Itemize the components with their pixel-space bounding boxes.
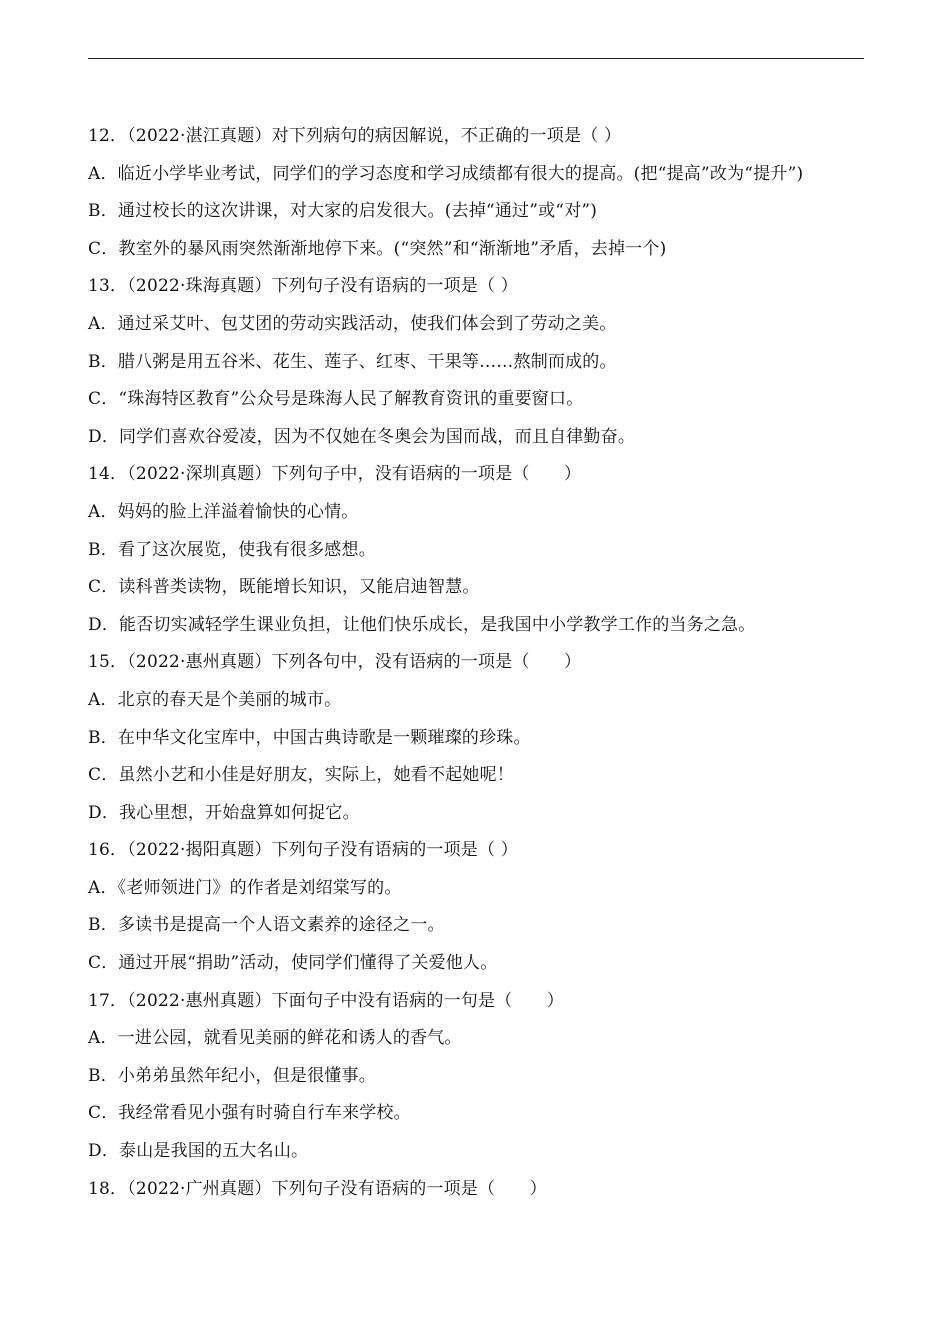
question-list bbox=[88, 118, 878, 1208]
question-13-option-b: B．腊八粥是用五谷米、花生、莲子、红枣、干果等……熬制而成的。 bbox=[88, 351, 617, 372]
question-14-option-d: D．能否切实减轻学生课业负担，让他们快乐成长，是我国中小学教学工作的当务之急。 bbox=[88, 614, 756, 635]
question-12-option-b: B．通过校长的这次讲课，对大家的启发很大。(去掉“通过”或“对”) bbox=[88, 201, 598, 222]
question-16-option-a: A．《老师领进门》的作者是刘绍棠写的。 bbox=[88, 877, 402, 898]
question-13-option-c: C．“珠海特区教育”公众号是珠海人民了解教育资讯的重要窗口。 bbox=[88, 389, 584, 410]
question-16-stem: 16．（2022·揭阳真题）下列句子没有语病的一项是（ ） bbox=[88, 840, 519, 861]
question-14-option-b: B．看了这次展览，使我有很多感想。 bbox=[88, 539, 376, 560]
question-15-option-a: A．北京的春天是个美丽的城市。 bbox=[88, 689, 342, 710]
question-13-option-a: A．通过采艾叶、包艾团的劳动实践活动，使我们体会到了劳动之美。 bbox=[88, 313, 617, 334]
question-12-option-a: A．临近小学毕业考试，同学们的学习态度和学习成绩都有很大的提高。(把“提高”改为“提升”) bbox=[88, 163, 804, 184]
question-17-stem: 17．（2022·惠州真题）下面句子中没有语病的一句是（ ） bbox=[88, 990, 564, 1011]
question-15-stem: 15．（2022·惠州真题）下列各句中，没有语病的一项是（ ） bbox=[88, 652, 582, 673]
question-17-option-a: A．一进公园，就看见美丽的鲜花和诱人的香气。 bbox=[88, 1028, 462, 1049]
question-14-option-c: C．读科普类读物，既能增长知识，又能启迪智慧。 bbox=[88, 577, 480, 598]
question-15-option-d: D．我心里想，开始盘算如何捉它。 bbox=[88, 802, 360, 823]
question-13-stem: 13．（2022·珠海真题）下列句子没有语病的一项是（ ） bbox=[88, 276, 519, 297]
question-17-option-d: D．泰山是我国的五大名山。 bbox=[88, 1141, 309, 1162]
header-rule bbox=[88, 58, 864, 59]
question-14-stem: 14．（2022·深圳真题）下列句子中，没有语病的一项是（ ） bbox=[88, 464, 582, 485]
question-16-option-c: C．通过开展“捐助”活动，使同学们懂得了关爱他人。 bbox=[88, 953, 498, 974]
question-12-option-c: C．教室外的暴风雨突然渐渐地停下来。(“突然”和“渐渐地”矛盾，去掉一个) bbox=[88, 238, 667, 259]
question-12-stem: 12．（2022·湛江真题）对下列病句的病因解说，不正确的一项是（ ） bbox=[88, 126, 622, 146]
question-14-option-a: A．妈妈的脸上洋溢着愉快的心情。 bbox=[88, 501, 359, 522]
question-13-option-d: D．同学们喜欢谷爱凌，因为不仅她在冬奥会为国而战，而且自律勤奋。 bbox=[88, 426, 636, 447]
question-17-option-c: C．我经常看见小强有时骑自行车来学校。 bbox=[88, 1103, 411, 1124]
question-17-option-b: B．小弟弟虽然年纪小，但是很懂事。 bbox=[88, 1065, 376, 1086]
question-16-option-b: B．多读书是提高一个人语文素养的途径之一。 bbox=[88, 915, 445, 936]
question-18-stem: 18．（2022·广州真题）下列句子没有语病的一项是（ ） bbox=[88, 1178, 547, 1199]
question-15-option-b: B．在中华文化宝库中，中国古典诗歌是一颗璀璨的珍珠。 bbox=[88, 727, 531, 748]
question-15-option-c: C．虽然小艺和小佳是好朋友，实际上，她看不起她呢！ bbox=[88, 765, 515, 786]
